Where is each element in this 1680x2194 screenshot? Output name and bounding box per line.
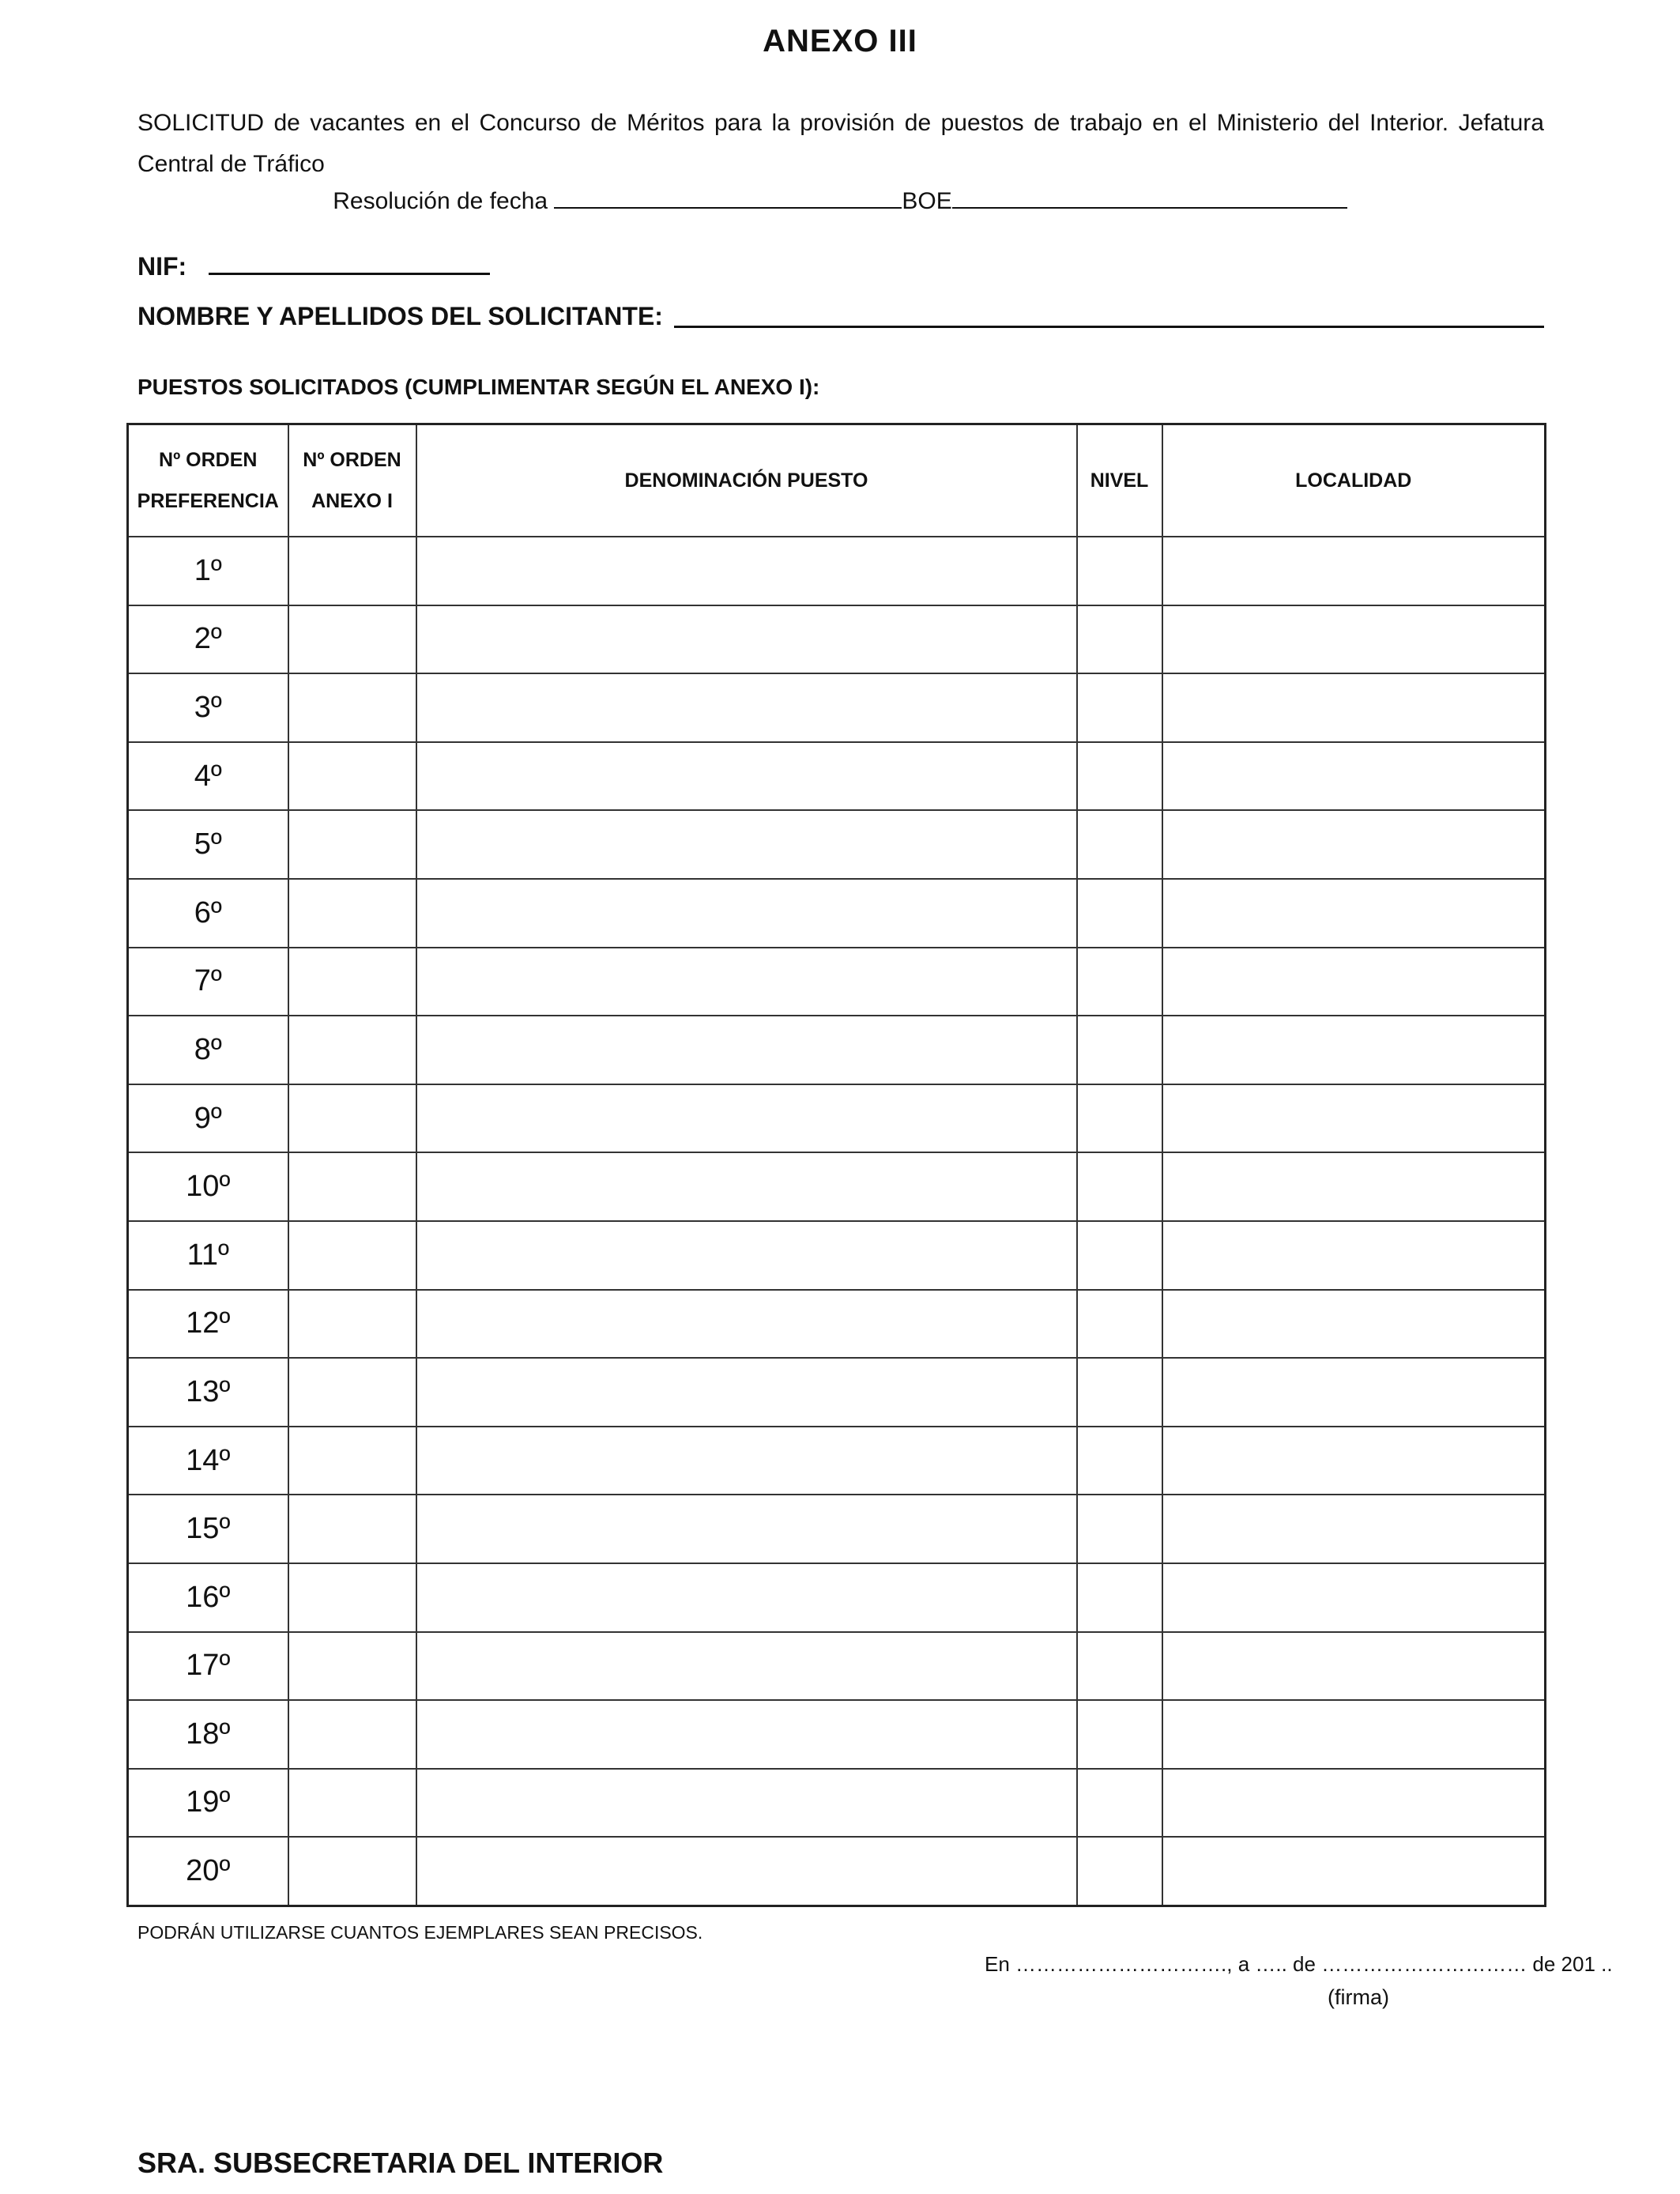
localidad-cell[interactable] [1162, 879, 1546, 948]
boe-label: BOE [902, 188, 952, 214]
anexo-cell[interactable] [288, 1016, 416, 1084]
denominacion-cell[interactable] [416, 948, 1077, 1016]
nivel-cell[interactable] [1077, 1700, 1162, 1769]
row-order-label: 5º [128, 810, 288, 879]
nif-row [137, 249, 490, 281]
row-order-label: 20º [128, 1837, 288, 1906]
anexo-cell[interactable] [288, 1769, 416, 1838]
anexo-cell[interactable] [288, 879, 416, 948]
table-row [128, 1563, 1546, 1632]
nivel-cell[interactable] [1077, 537, 1162, 605]
nivel-cell[interactable] [1077, 1837, 1162, 1906]
denominacion-cell[interactable] [416, 1358, 1077, 1427]
col-orden-preferencia: Nº ORDEN PREFERENCIA [128, 424, 288, 537]
localidad-cell[interactable] [1162, 948, 1546, 1016]
row-order-label: 7º [128, 948, 288, 1016]
denominacion-cell[interactable] [416, 1221, 1077, 1290]
denominacion-cell[interactable] [416, 605, 1077, 674]
row-order-label: 2º [128, 605, 288, 674]
nivel-cell[interactable] [1077, 1016, 1162, 1084]
resolution-line [0, 183, 1680, 215]
nivel-cell[interactable] [1077, 1495, 1162, 1563]
nivel-cell[interactable] [1077, 948, 1162, 1016]
localidad-cell[interactable] [1162, 1495, 1546, 1563]
row-order-label: 9º [128, 1084, 288, 1153]
anexo-cell[interactable] [288, 1563, 416, 1632]
table-row [128, 1290, 1546, 1359]
nif-field[interactable] [209, 249, 490, 275]
positions-section-label: PUESTOS SOLICITADOS (CUMPLIMENTAR SEGÚN EL ANEXO I): [137, 375, 820, 399]
anexo-cell[interactable] [288, 1152, 416, 1221]
copies-note: PODRÁN UTILIZARSE CUANTOS EJEMPLARES SEAN PRECISOS. [137, 1922, 703, 1943]
denominacion-cell[interactable] [416, 1427, 1077, 1495]
table-row [128, 1358, 1546, 1427]
col-orden-anexo: Nº ORDEN ANEXO I [288, 424, 416, 537]
denominacion-cell[interactable] [416, 1769, 1077, 1838]
anexo-cell[interactable] [288, 673, 416, 742]
col-localidad: LOCALIDAD [1162, 424, 1546, 537]
row-order-label: 1º [128, 537, 288, 605]
anexo-cell[interactable] [288, 1221, 416, 1290]
table-row [128, 1700, 1546, 1769]
nivel-cell[interactable] [1077, 1290, 1162, 1359]
denominacion-cell[interactable] [416, 673, 1077, 742]
nivel-cell[interactable] [1077, 605, 1162, 674]
table-row [128, 948, 1546, 1016]
localidad-cell[interactable] [1162, 1152, 1546, 1221]
nivel-cell[interactable] [1077, 742, 1162, 811]
localidad-cell[interactable] [1162, 742, 1546, 811]
localidad-cell[interactable] [1162, 1837, 1546, 1906]
anexo-cell[interactable] [288, 1700, 416, 1769]
anexo-cell[interactable] [288, 1632, 416, 1701]
table-row [128, 1427, 1546, 1495]
row-order-label: 19º [128, 1769, 288, 1838]
denominacion-cell[interactable] [416, 742, 1077, 811]
localidad-cell[interactable] [1162, 1427, 1546, 1495]
anexo-cell[interactable] [288, 537, 416, 605]
nivel-cell[interactable] [1077, 810, 1162, 879]
page-title: ANEXO III [763, 24, 917, 58]
table-row [128, 605, 1546, 674]
anexo-cell[interactable] [288, 1084, 416, 1153]
localidad-cell[interactable] [1162, 1221, 1546, 1290]
localidad-cell[interactable] [1162, 1290, 1546, 1359]
denominacion-cell[interactable] [416, 879, 1077, 948]
denominacion-cell[interactable] [416, 1495, 1077, 1563]
table-row [128, 537, 1546, 605]
nivel-cell[interactable] [1077, 1563, 1162, 1632]
nivel-cell[interactable] [1077, 1632, 1162, 1701]
col-denominacion: DENOMINACIÓN PUESTO [416, 424, 1077, 537]
denominacion-cell[interactable] [416, 1700, 1077, 1769]
signature-label: (firma) [1328, 1985, 1389, 2009]
nivel-cell[interactable] [1077, 1769, 1162, 1838]
row-order-label: 4º [128, 742, 288, 811]
table-row [128, 1632, 1546, 1701]
localidad-cell[interactable] [1162, 1358, 1546, 1427]
localidad-cell[interactable] [1162, 810, 1546, 879]
recipient: SRA. SUBSECRETARIA DEL INTERIOR [137, 2147, 664, 2179]
positions-table [126, 423, 1546, 1907]
table-row [128, 1837, 1546, 1906]
row-order-label: 8º [128, 1016, 288, 1084]
denominacion-cell[interactable] [416, 1152, 1077, 1221]
boe-field[interactable] [952, 183, 1347, 209]
table-row [128, 742, 1546, 811]
row-order-label: 15º [128, 1495, 288, 1563]
table-row [128, 1016, 1546, 1084]
table-row [128, 1084, 1546, 1153]
anexo-cell[interactable] [288, 810, 416, 879]
localidad-cell[interactable] [1162, 673, 1546, 742]
row-order-label: 18º [128, 1700, 288, 1769]
denominacion-cell[interactable] [416, 1016, 1077, 1084]
table-row [128, 1769, 1546, 1838]
table-row [128, 810, 1546, 879]
localidad-cell[interactable] [1162, 1016, 1546, 1084]
name-row [137, 302, 1544, 331]
row-order-label: 12º [128, 1290, 288, 1359]
col-nivel: NIVEL [1077, 424, 1162, 537]
anexo-cell[interactable] [288, 1495, 416, 1563]
nivel-cell[interactable] [1077, 879, 1162, 948]
nivel-cell[interactable] [1077, 1084, 1162, 1153]
place-date-line: En …………………………., a ….. de ………………………… de 201 .. [985, 1952, 1613, 1976]
row-order-label: 14º [128, 1427, 288, 1495]
denominacion-cell[interactable] [416, 1837, 1077, 1906]
name-label: NOMBRE Y APELLIDOS DEL SOLICITANTE: [137, 302, 663, 330]
nivel-cell[interactable] [1077, 1427, 1162, 1495]
table-header-row [128, 424, 1546, 537]
table-row [128, 673, 1546, 742]
nivel-cell[interactable] [1077, 673, 1162, 742]
nivel-cell[interactable] [1077, 1358, 1162, 1427]
denominacion-cell[interactable] [416, 1632, 1077, 1701]
anexo-cell[interactable] [288, 1358, 416, 1427]
table-row [128, 879, 1546, 948]
localidad-cell[interactable] [1162, 537, 1546, 605]
localidad-cell[interactable] [1162, 1700, 1546, 1769]
denominacion-cell[interactable] [416, 810, 1077, 879]
anexo-cell[interactable] [288, 1427, 416, 1495]
resolution-label: Resolución de fecha [333, 188, 548, 214]
localidad-cell[interactable] [1162, 1084, 1546, 1153]
denominacion-cell[interactable] [416, 1563, 1077, 1632]
row-order-label: 11º [128, 1221, 288, 1290]
localidad-cell[interactable] [1162, 1632, 1546, 1701]
denominacion-cell[interactable] [416, 537, 1077, 605]
localidad-cell[interactable] [1162, 605, 1546, 674]
row-order-label: 13º [128, 1358, 288, 1427]
row-order-label: 16º [128, 1563, 288, 1632]
resolution-date-field[interactable] [554, 183, 902, 209]
table-row [128, 1152, 1546, 1221]
denominacion-cell[interactable] [416, 1290, 1077, 1359]
row-order-label: 17º [128, 1632, 288, 1701]
row-order-label: 6º [128, 879, 288, 948]
table-row [128, 1495, 1546, 1563]
anexo-cell[interactable] [288, 1837, 416, 1906]
intro-paragraph: SOLICITUD de vacantes en el Concurso de Méritos para la provisión de puestos de trabajo en el Ministerio del Interior. Jefatura Central de Tráfico [137, 110, 1544, 177]
table-body [128, 537, 1546, 1906]
name-field[interactable] [674, 302, 1544, 328]
nivel-cell[interactable] [1077, 1152, 1162, 1221]
anexo-cell[interactable] [288, 1290, 416, 1359]
nif-label: NIF: [137, 252, 187, 281]
anexo-cell[interactable] [288, 948, 416, 1016]
denominacion-cell[interactable] [416, 1084, 1077, 1153]
anexo-cell[interactable] [288, 605, 416, 674]
row-order-label: 3º [128, 673, 288, 742]
nivel-cell[interactable] [1077, 1221, 1162, 1290]
localidad-cell[interactable] [1162, 1563, 1546, 1632]
anexo-cell[interactable] [288, 742, 416, 811]
localidad-cell[interactable] [1162, 1769, 1546, 1838]
row-order-label: 10º [128, 1152, 288, 1221]
table-row [128, 1221, 1546, 1290]
